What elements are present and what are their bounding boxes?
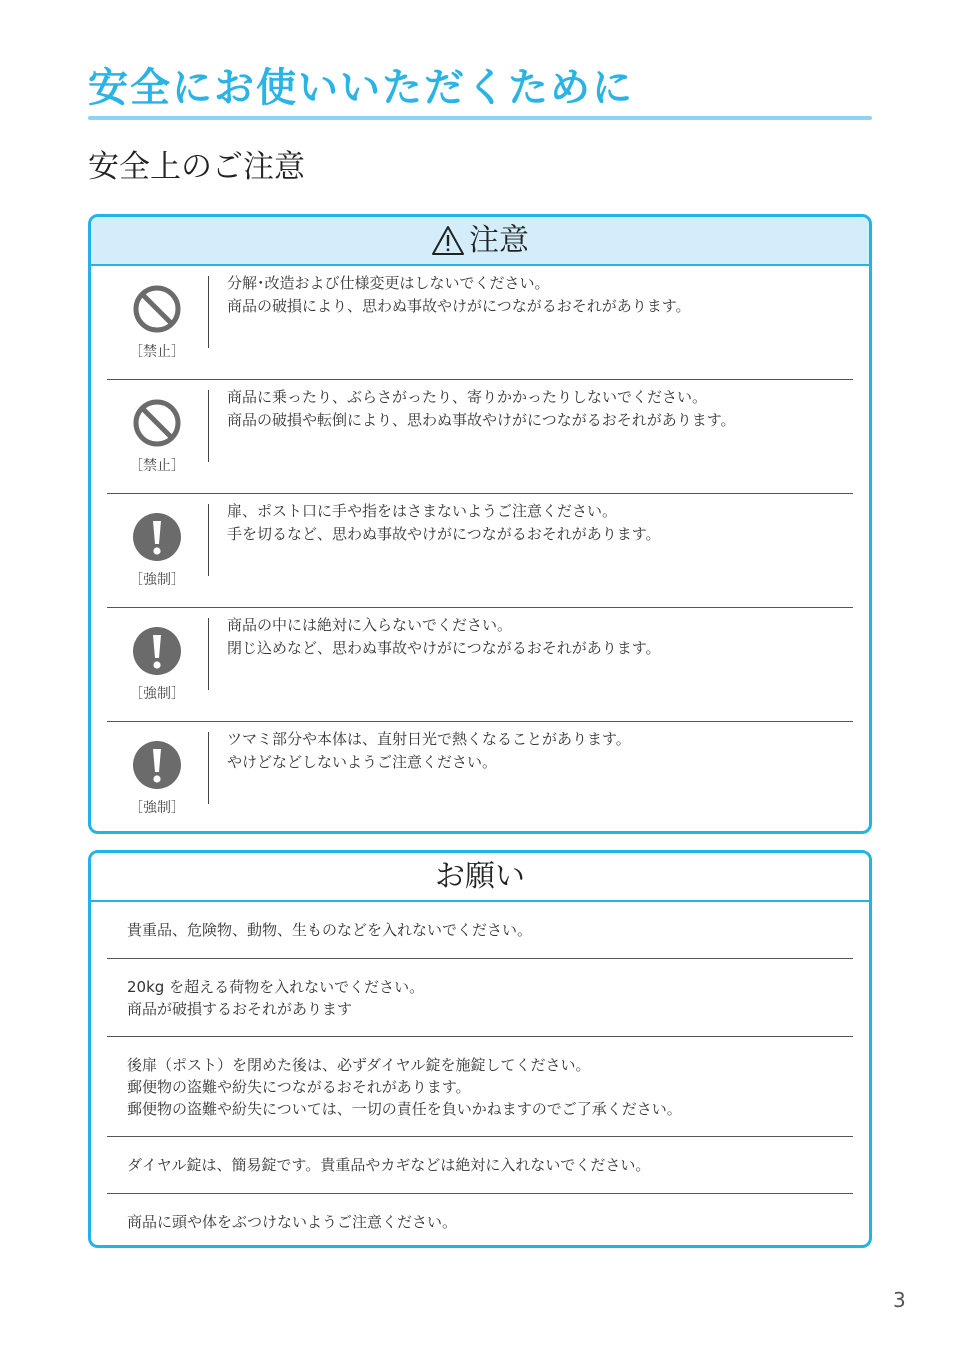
caution-text-line: 扉、ポスト口に手や指をはさまないようご注意ください。 <box>227 502 618 520</box>
mandatory-icon <box>132 626 182 676</box>
caution-text <box>227 500 853 546</box>
caution-icon-label: ［強制］ <box>129 800 185 816</box>
caution-text <box>227 272 853 318</box>
page-number: 3 <box>893 1288 906 1312</box>
mandatory-icon <box>132 512 182 562</box>
caution-list <box>91 266 869 834</box>
caution-text <box>227 728 853 774</box>
caution-text <box>227 386 853 432</box>
caution-text-line: 商品の破損や転倒により、思わぬ事故やけがにつながるおそれがあります。 <box>227 411 736 429</box>
caution-text-line: 商品に乗ったり、ぶらさがったり、寄りかかったりしないでください。 <box>227 388 708 406</box>
caution-icon-column <box>107 266 207 379</box>
request-header <box>91 853 869 902</box>
request-item <box>107 1194 853 1248</box>
prohibition-icon <box>132 398 182 448</box>
caution-divider <box>208 276 209 348</box>
caution-item <box>107 722 853 834</box>
caution-icon-column <box>107 494 207 607</box>
caution-header <box>91 217 869 266</box>
request-text-line: 20kg を超える荷物を入れないでください。 <box>127 977 425 996</box>
caution-text-line: 分解･改造および仕様変更はしないでください。 <box>227 274 550 292</box>
caution-item <box>107 266 853 380</box>
caution-divider <box>208 504 209 576</box>
request-text-line: 後扉（ポスト）を閉めた後は、必ずダイヤル錠を施錠してください。 <box>127 1055 591 1074</box>
request-header-label: お願い <box>435 859 525 894</box>
caution-text-line: 閉じ込めなど、思わぬ事故やけがにつながるおそれがあります。 <box>227 639 661 657</box>
caution-icon-column <box>107 608 207 721</box>
request-text-line: 商品が破損するおそれがあります <box>127 999 353 1018</box>
title-underline <box>88 116 872 120</box>
caution-icon-label: ［強制］ <box>129 686 185 702</box>
request-item <box>107 902 853 959</box>
request-text-line: 貴重品、危険物、動物、生ものなどを入れないでください。 <box>127 921 533 939</box>
request-text-line: ダイヤル錠は、簡易錠です。貴重品やカギなどは絶対に入れないでください。 <box>127 1156 651 1174</box>
caution-icon-label: ［禁止］ <box>129 458 185 474</box>
caution-icon-label: ［禁止］ <box>129 344 185 360</box>
request-list <box>91 902 869 1248</box>
caution-text-line: 商品の中には絶対に入らないでください。 <box>227 616 513 634</box>
caution-icon-column <box>107 380 207 493</box>
warning-triangle-icon <box>431 225 465 257</box>
caution-text-line: 手を切るなど、思わぬ事故やけがにつながるおそれがあります。 <box>227 525 661 543</box>
caution-divider <box>208 618 209 690</box>
caution-text <box>227 614 853 660</box>
caution-icon-label: ［強制］ <box>129 572 185 588</box>
request-item <box>107 959 853 1037</box>
caution-divider <box>208 732 209 804</box>
request-text-line: 郵便物の盗難や紛失については、一切の責任を負いかねますのでご了承ください。 <box>127 1099 682 1118</box>
caution-box <box>88 214 872 834</box>
request-text-line: 郵便物の盗難や紛失につながるおそれがあります。 <box>127 1077 471 1096</box>
caution-text-line: 商品の破損により、思わぬ事故やけがにつながるおそれがあります。 <box>227 297 691 315</box>
section-title: 安全上のご注意 <box>88 149 305 185</box>
caution-divider <box>208 390 209 462</box>
caution-header-label: 注意 <box>469 223 529 258</box>
caution-text-line: やけどなどしないようご注意ください。 <box>227 753 498 771</box>
caution-item <box>107 494 853 608</box>
request-box <box>88 850 872 1248</box>
request-text-line: 商品に頭や体をぶつけないようご注意ください。 <box>127 1213 458 1231</box>
prohibition-icon <box>132 284 182 334</box>
caution-text-line: ツマミ部分や本体は、直射日光で熱くなることがあります。 <box>227 730 631 748</box>
page-title: 安全にお使いいただくために <box>88 65 634 111</box>
caution-item <box>107 608 853 722</box>
mandatory-icon <box>132 740 182 790</box>
request-item <box>107 1137 853 1194</box>
request-item <box>107 1037 853 1137</box>
caution-item <box>107 380 853 494</box>
caution-icon-column <box>107 722 207 834</box>
